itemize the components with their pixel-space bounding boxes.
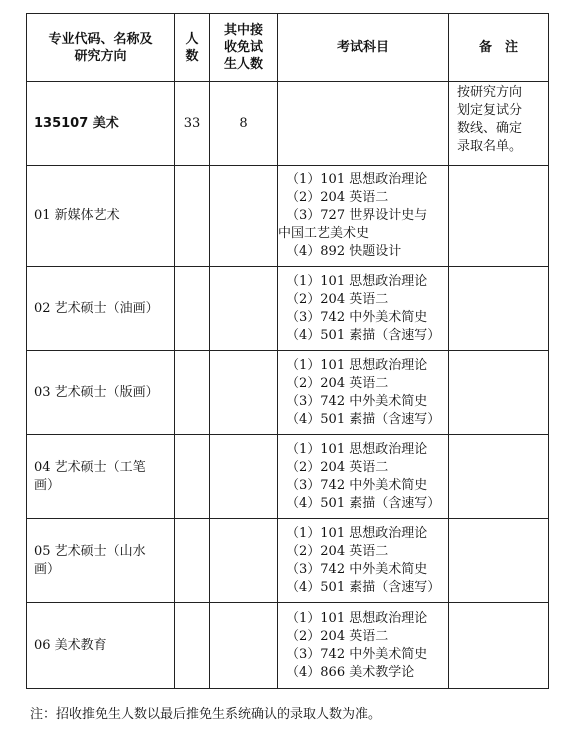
- direction-subjects: [278, 603, 449, 689]
- subject-item: （2）204 英语二: [286, 543, 389, 559]
- subject-item: （1）101 思想政治理论: [286, 441, 428, 457]
- direction-name: [27, 166, 175, 267]
- direction-row: [27, 519, 549, 603]
- major-subjects: [278, 82, 449, 166]
- header-remarks: 备 注: [449, 14, 549, 82]
- header-major-line: 研究方向: [74, 48, 127, 64]
- admission-table: [26, 13, 549, 689]
- remark-line: 录取名单。: [457, 139, 523, 154]
- header-exempt-line: 生人数: [223, 57, 263, 72]
- subject-item: （3）742 中外美术简史: [286, 393, 428, 409]
- subject-item: 中国工艺美术史: [278, 226, 370, 241]
- direction-count: [175, 435, 210, 519]
- subject-item: （4）892 快题设计: [286, 244, 402, 259]
- major-remarks: [449, 82, 549, 166]
- remark-line: 划定复试分: [457, 103, 523, 118]
- major-code-name: [27, 82, 175, 166]
- direction-name-line: 05 艺术硕士（山水: [34, 543, 146, 559]
- subject-item: （1）101 思想政治理论: [286, 525, 428, 541]
- direction-remarks: [449, 351, 549, 435]
- header-exempt-line: 收免试: [223, 40, 263, 55]
- direction-remarks: [449, 267, 549, 351]
- direction-exempt: [210, 166, 278, 267]
- subject-item: （4）866 美术教学论: [286, 664, 415, 680]
- subject-item: （3）742 中外美术简史: [286, 646, 428, 662]
- header-subjects: 考试科目: [278, 14, 449, 82]
- subject-item: （2）204 英语二: [286, 459, 389, 475]
- direction-row: [27, 603, 549, 689]
- direction-name-line: 06 美术教育: [34, 637, 107, 653]
- direction-exempt: [210, 603, 278, 689]
- direction-name: [27, 435, 175, 519]
- direction-exempt: [210, 519, 278, 603]
- header-count: [175, 14, 210, 82]
- subject-item: （2）204 英语二: [286, 375, 389, 391]
- subject-item: （3）727 世界设计史与: [286, 208, 428, 223]
- subject-item: （4）501 素描（含速写）: [286, 495, 441, 511]
- major-code-text: 135107 美术: [34, 115, 119, 131]
- subject-item: （1）101 思想政治理论: [286, 273, 428, 289]
- direction-count: [175, 519, 210, 603]
- direction-remarks: [449, 166, 549, 267]
- remark-line: 按研究方向: [457, 85, 523, 100]
- direction-subjects: [278, 435, 449, 519]
- subject-item: （1）101 思想政治理论: [286, 357, 428, 373]
- direction-exempt: [210, 267, 278, 351]
- remark-line: 数线、确定: [457, 121, 523, 136]
- direction-remarks: [449, 435, 549, 519]
- direction-remarks: [449, 519, 549, 603]
- direction-subjects: [278, 166, 449, 267]
- header-major: [27, 14, 175, 82]
- header-count-line: 人: [185, 31, 199, 47]
- subject-item: （3）742 中外美术简史: [286, 477, 428, 493]
- subject-item: （1）101 思想政治理论: [286, 172, 428, 187]
- header-count-line: 数: [185, 48, 199, 64]
- direction-remarks: [449, 603, 549, 689]
- subject-item: （4）501 素描（含速写）: [286, 579, 441, 595]
- direction-count: [175, 166, 210, 267]
- direction-row: [27, 351, 549, 435]
- header-row: [27, 14, 549, 82]
- major-row: [27, 82, 549, 166]
- direction-row: [27, 267, 549, 351]
- direction-name: [27, 603, 175, 689]
- direction-name: [27, 267, 175, 351]
- direction-row: [27, 166, 549, 267]
- subject-item: （2）204 英语二: [286, 190, 389, 205]
- direction-name-line: 04 艺术硕士（工笔: [34, 459, 146, 475]
- subject-item: （1）101 思想政治理论: [286, 610, 428, 626]
- header-exempt: [210, 14, 278, 82]
- subject-item: （4）501 素描（含速写）: [286, 411, 441, 427]
- direction-name-line: 02 艺术硕士（油画）: [34, 300, 159, 316]
- direction-row: [27, 435, 549, 519]
- direction-count: [175, 603, 210, 689]
- direction-count: [175, 267, 210, 351]
- direction-subjects: [278, 519, 449, 603]
- direction-name-line: 画）: [34, 561, 61, 577]
- subject-item: （2）204 英语二: [286, 628, 389, 644]
- subject-item: （4）501 素描（含速写）: [286, 327, 441, 343]
- direction-name: [27, 519, 175, 603]
- header-exempt-line: 其中接: [223, 23, 263, 38]
- direction-exempt: [210, 351, 278, 435]
- direction-subjects: [278, 351, 449, 435]
- major-count: 33: [175, 82, 210, 166]
- subject-item: （3）742 中外美术简史: [286, 309, 428, 325]
- direction-name-line: 画）: [34, 477, 61, 493]
- subject-item: （3）742 中外美术简史: [286, 561, 428, 577]
- footnote: 注：招收推免生人数以最后推免生系统确认的录取人数为准。: [30, 707, 382, 722]
- header-major-line: 专业代码、名称及: [48, 31, 153, 47]
- direction-name-line: 03 艺术硕士（版画）: [34, 384, 159, 400]
- direction-exempt: [210, 435, 278, 519]
- subject-item: （2）204 英语二: [286, 291, 389, 307]
- direction-name: [27, 351, 175, 435]
- direction-name-line: 01 新媒体艺术: [34, 208, 120, 223]
- direction-count: [175, 351, 210, 435]
- direction-subjects: [278, 267, 449, 351]
- major-exempt: 8: [210, 82, 278, 166]
